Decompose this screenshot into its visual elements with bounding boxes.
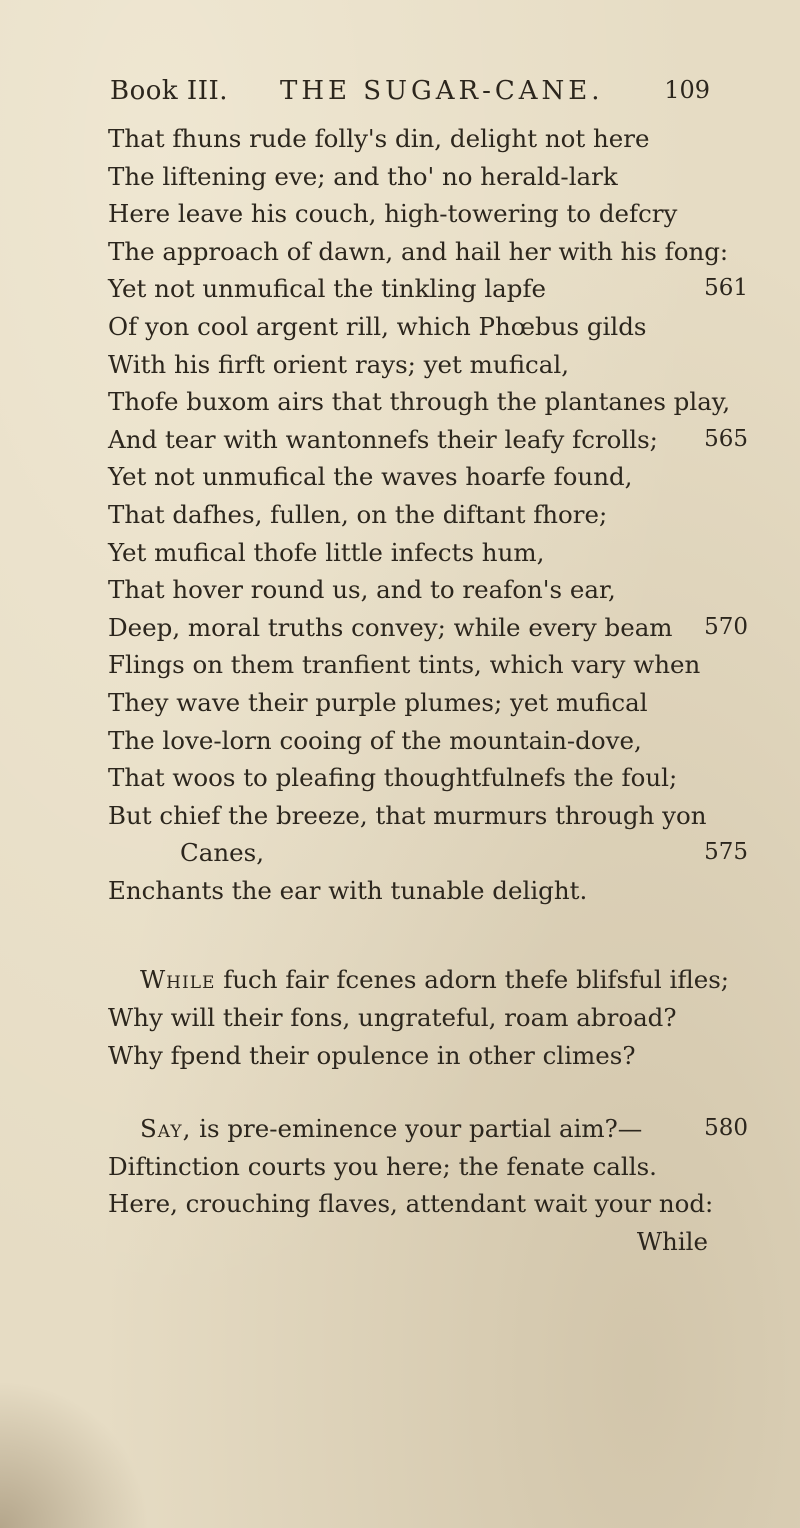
verse-line: The approach of dawn, and hail her with his fong: [108,236,729,266]
book-label: Book III. [110,76,229,106]
verse-line: They wave their purple plumes; yet mufical [108,687,648,717]
verse-line: Thofe buxom airs that through the plantanes play, [108,387,731,417]
paper-stain [0,1380,150,1528]
verse-line: The love-lorn cooing of the mountain-dove, [108,725,642,755]
verse-line: The liftening eve; and tho' no herald-lark [108,161,618,191]
line-number: 580 [704,1115,748,1142]
verse-line: Why fpend their opulence in other climes? [108,1040,636,1070]
stanza-break [108,909,748,961]
verse-line: While fuch fair fcenes adorn thefe blifsful ifles; [140,965,730,995]
verse-line: Of yon cool argent rill, which Phœbus gilds [108,311,647,341]
running-title: THE SUGAR-CANE. [280,76,604,106]
verse-line: And tear with wantonnefs their leafy fcrolls; 565 [108,421,748,459]
catchword: While [636,1227,708,1257]
verse-line: Say, is pre-eminence your partial aim?— 580 [108,1110,748,1148]
verse-line: That hover round us, and to reafon's ear, [108,575,616,605]
verse-line: That fhuns rude folly's din, delight not here [108,124,650,153]
verse-line: Here leave his couch, high-towering to defcry [108,199,678,229]
page-number: 109 [664,76,710,104]
line-number: 561 [704,275,748,302]
verse-line-continuation: Canes, 575 [108,834,748,872]
line-number: 565 [704,425,748,452]
line-number: 570 [704,613,748,640]
verse-line: Yet not unmufical the waves hoarfe found, [108,462,633,492]
verse-line: Diftinction courts you here; the fenate calls. [108,1151,657,1181]
running-header [110,76,710,116]
poem-text [108,120,748,1261]
verse-line: Deep, moral truths convey; while every beam 570 [108,609,748,647]
verse-line: Why will their fons, ungrateful, roam abroad? [108,1003,677,1033]
verse-line: But chief the breeze, that murmurs through yon [108,800,707,830]
verse-line: Flings on them tranfient tints, which vary when [108,650,701,680]
small-caps-lead: Say, [140,1114,192,1144]
verse-line: That dafhes, fullen, on the diftant fhore; [108,499,608,529]
line-number: 575 [704,839,748,866]
verse-line: Here, crouching flaves, attendant wait your nod: [108,1189,714,1219]
verse-line: Enchants the ear with tunable delight. [108,875,588,905]
stanza-break [108,1074,748,1110]
verse-line: That woos to pleafing thoughtfulnefs the foul; [108,763,678,793]
verse-line: With his firft orient rays; yet mufical, [108,349,569,379]
verse-line: Yet mufical thofe little infects hum, [108,537,545,567]
small-caps-lead: While [140,965,216,995]
verse-line: Yet not unmufical the tinkling lapfe 561 [108,270,748,308]
